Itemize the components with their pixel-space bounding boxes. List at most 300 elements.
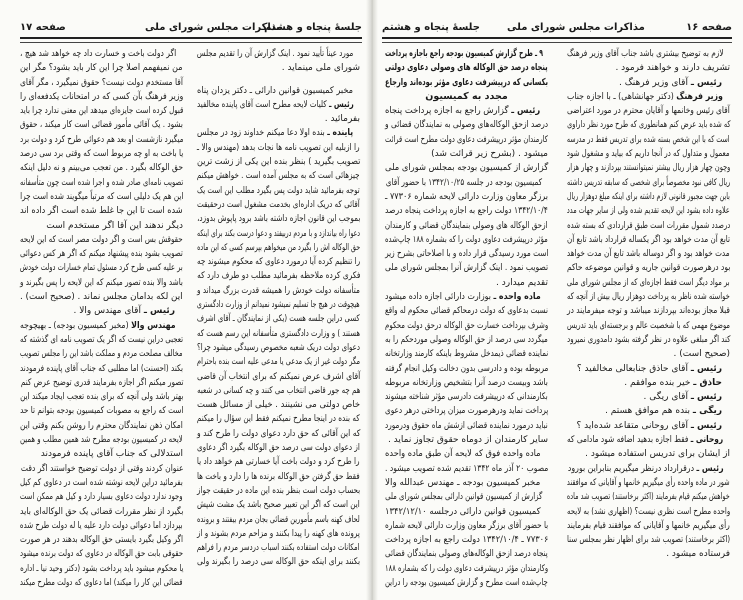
text-line: [197, 112, 360, 126]
text-line: [197, 98, 360, 112]
line-content: [567, 476, 730, 490]
text-line: [567, 404, 730, 418]
line-text: بنده اولا دعا میکنم خداوند زود در مجلس: [197, 128, 328, 139]
line-content: [385, 462, 548, 476]
text-line: [567, 390, 730, 404]
text-line: [197, 384, 360, 398]
paragraph: [567, 362, 730, 376]
line-text: مربوطه بوده و دادرسی بدون دخالت وکیل انجام گرفته: [384, 363, 548, 374]
line-text: است مورد رسیدگی قرار داده و با اصلاحاتی بشرح زیر: [384, 249, 548, 260]
line-text: را ازبلیه این تصویب نامه ها نجات بدهد (مهندس والا ـ: [197, 142, 360, 153]
line-content: [385, 76, 548, 90]
speaker-name: مهندس والا: [131, 320, 177, 331]
text-line: [567, 519, 730, 533]
line-text: کمیسیون قوانین دارائی درجلسه ۱۳۴۲/۱۲/۱۰: [384, 506, 541, 517]
paragraph: [567, 90, 730, 362]
text-line: [20, 576, 183, 590]
line-text: قبول کرده است جایزه‌ای میدهد این معنی ندارد چرا باید: [19, 106, 183, 117]
line-content: [385, 362, 548, 376]
text-line: [567, 447, 730, 461]
line-content: [567, 219, 730, 233]
text-line: [197, 298, 360, 312]
line-text: تشریف دارند و خواهند فرمود .: [615, 63, 730, 74]
text-line: [567, 419, 730, 433]
line-content: [20, 76, 183, 90]
text-line: [385, 61, 548, 75]
text-line: [197, 155, 360, 169]
line-text: لایحه در کمیسیون بودجه مطرح شد همین مطلب و همین: [20, 435, 183, 446]
line-content: [197, 527, 360, 541]
line-text: پرونده های کهنه را پیدا بکنند و مزاحم مردم بشوند و از: [197, 528, 360, 539]
text-line: [197, 269, 360, 283]
line-content: [385, 61, 548, 75]
line-text: وکارمندان مؤثر درپیشرفت دعاوی دولت را که بشماره ۱۸۸: [384, 563, 548, 574]
line-text: کسی دراین جلسه هست (یکی از نمایندگان ـ آقای اشرف: [197, 314, 360, 325]
line-content: [567, 505, 730, 519]
line-content: [20, 61, 183, 75]
line-text: تابع آن مدت خواهد بود اگر یکساله قرارداد باشد تابع آن: [567, 234, 730, 245]
paragraph: [567, 462, 730, 562]
paragraph: [567, 376, 730, 390]
line-text: ۷۷۳۰۶ ـ ۱۳۴۲/۱۰/۴ دولت راجع به اجازه پرداخت: [384, 535, 548, 546]
line-text: تصویب بگیرید ) بنظر بنده این یکی از زشت ترین: [196, 157, 360, 168]
text-line: [385, 376, 548, 390]
line-text: هستند ) و وزارت دادگستری متأسفانه این رسم هست که: [196, 328, 360, 339]
speaker-name: روحانی ـ: [691, 435, 724, 446]
text-line: [567, 490, 730, 504]
speaker-name: رئیس ـ: [690, 363, 722, 374]
line-content: [567, 261, 730, 275]
line-content: [567, 490, 730, 504]
line-text: اگر دولت باخت و خسارت داد چه خواهد شد هیچ ،: [20, 49, 177, 59]
speaker-name: رئیس ـ: [328, 99, 354, 110]
line-content: [197, 298, 360, 312]
line-content: [385, 347, 548, 361]
line-text: از ایشان برای تدریس استفاده میشود .: [585, 449, 730, 460]
line-content: [385, 547, 548, 561]
line-text: کلیات لایحه مطرح است آقای پاینده مخالفید: [196, 99, 329, 110]
text-line: [197, 541, 360, 555]
line-text: متأسفانه دولت خودش را همیشه قدرت بزرگ میداند و: [197, 285, 360, 296]
text-line: [385, 90, 548, 104]
line-content: [385, 261, 548, 275]
text-line: [197, 412, 360, 426]
paragraph: [567, 76, 730, 90]
paragraph: [385, 290, 548, 447]
line-text: با حضور آقای برزگر معاون وزارت دارائی لایحه شماره: [384, 520, 548, 531]
line-content: [197, 284, 360, 298]
text-line: [385, 362, 548, 376]
speaker-name: رئیس ـ: [696, 463, 724, 474]
line-content: [567, 204, 730, 218]
line-text: لازم به توضیح بیشتری باشد جناب آقای وزیر فرهنگ: [566, 49, 724, 59]
line-content: [197, 341, 360, 355]
text-line: [197, 470, 360, 484]
line-content: [197, 398, 360, 412]
text-line: [385, 104, 548, 118]
speaker-name: رئیس ـ: [690, 77, 722, 88]
line-text: فقط حق گرفتن حق الوکاله برنده ها را دارد و باخت ها: [197, 471, 360, 482]
paragraph: [197, 98, 360, 127]
line-text: که بنده در اینجا مطرح نمیکنم فقط این سؤال را میکنم: [197, 414, 360, 425]
line-content: [567, 247, 730, 261]
line-content: [197, 184, 360, 198]
line-content: [197, 169, 360, 183]
line-content: [567, 433, 730, 447]
line-content: [197, 370, 360, 384]
section-heading: [385, 47, 548, 104]
text-line: [567, 204, 730, 218]
line-content: [20, 147, 183, 161]
line-content: [20, 576, 183, 590]
line-text: این است که اگر این تعبیر صحیح باشد یک مشت شپش: [197, 500, 360, 511]
line-text: آقائی که دریک اداره‌ای بخدمت مشغول است درحقیقت: [197, 199, 360, 210]
line-content: [585, 447, 730, 461]
line-text: بر علیه کسی طرح کرد مسئول تمام خسارات دولت خودش: [20, 263, 183, 274]
text-line: [197, 312, 360, 326]
text-line: [197, 370, 360, 384]
text-line: [567, 376, 730, 390]
speaker-name: پاینده ـ: [327, 128, 354, 139]
line-text: آقای روحانی متقاعد شده‌اید ؟: [576, 420, 691, 431]
line-text: مخبر کمیسیون قوانین دارائی ـ دکتر یزدان پناه: [196, 85, 353, 96]
text-line: [567, 176, 730, 190]
line-text: برزگر معاون وزارت دارائی لایحه شماره ۷۷۳۰۶ ـ: [385, 191, 548, 202]
line-content: [388, 433, 548, 447]
line-text: شورای ملی مینماید .: [281, 63, 360, 74]
line-text: بموجب این قانون اجازه داشته باشد برود پاپوش بدوزد،: [196, 214, 360, 225]
line-content: [20, 562, 183, 576]
text-line: [20, 147, 183, 161]
speaker-name: ریگی ـ: [692, 406, 722, 417]
line-text: حقوقی بابت حق الوکاله در دعاوی که دولت برنده میشود: [19, 549, 183, 560]
line-text: قضائی این کار را میکند) اما دعاوی که دولت مطرح میکند: [20, 577, 183, 588]
line-text: شده است تا این جا غلط شده است اگر داده اند: [20, 206, 183, 217]
line-text: آقای حاذق جنابعالی مخالفید ؟: [576, 363, 691, 374]
line-text: نسبت بدعاوی که دولت درمحاکم قضائی محکوم له واقع: [385, 306, 548, 317]
line-text: مصوب ۲۰ آذر ماه ۱۳۴۲ تقدیم شده تصویب میشود .: [384, 463, 548, 474]
text-line: [567, 533, 730, 547]
line-content: [197, 355, 360, 369]
text-line: [385, 576, 548, 590]
line-content: [20, 133, 183, 147]
text-line: [385, 390, 548, 404]
line-text: گزارش از کمیسیون بودجه بمجلس شورای ملی: [384, 163, 548, 174]
text-line: [197, 327, 360, 341]
line-content: [197, 98, 360, 112]
line-content: [385, 247, 548, 261]
line-content: [385, 304, 548, 318]
line-content: [197, 384, 360, 398]
line-content: [567, 161, 730, 175]
line-text: میگیرد نازشست او بعد هم دعوائی طرح کرد و دولت برد: [19, 134, 183, 145]
line-text: بکند (احسنت) اما مطلبی که جناب آقای پاینده فرمودند: [19, 363, 183, 374]
line-text: حق الوکاله اش را بگیرد من میخواهم بپرسم کسی که این ماده: [196, 242, 360, 253]
line-content: [577, 419, 730, 433]
line-text: باشد وبیست درصد آنرا بتشخیص وزارتخانه مربوطه: [385, 377, 548, 388]
line-text: تعجبی دراین نیست که اگر یک تصویب نامه ای گذشته که: [19, 334, 183, 345]
left-page-header: [20, 22, 362, 38]
line-text: آقای رئیس وخانمها و آقایان محترم در مورد اعتراضی: [567, 106, 730, 117]
line-text: وچون چهار هزار ریال بیشتر نمیتوانستند بپردازند و چهار هزار: [566, 163, 730, 174]
page-number: صفحه ۱۶: [686, 22, 732, 33]
line-text: امکانات دولت استفاده بکنند اسباب دردسر مردم را فراهم: [197, 543, 360, 554]
line-text: این هم یک دلیلی است که مرتباً میگویند شده است چرا: [19, 191, 183, 202]
line-content: [567, 276, 730, 290]
line-content: [197, 513, 360, 527]
line-text: هیچوقت در هیچ جا تسلیم نمیشود نمیدانم از وزارت دادگستری: [197, 300, 360, 311]
line-text: مورد عیناً تأیید نمود . اینک گزارش آن را تقدیم مجلس: [197, 49, 354, 59]
line-text: که شده باید عرض کنم همانطوری که طرح مورد نظر داراوی: [566, 120, 730, 131]
line-text: بحساب دولت است بنظر بنده این ماده در حقیقت جواز: [196, 485, 360, 496]
text-line: [197, 212, 360, 226]
line-text: میشود . (بشرح زیر قرائت شد): [431, 149, 548, 160]
line-content: [567, 304, 730, 318]
text-line: [197, 427, 360, 441]
line-content: [567, 104, 730, 118]
text-line: [567, 90, 730, 104]
text-line: [567, 505, 730, 519]
right-header-rule: [382, 37, 732, 43]
text-line: [385, 447, 548, 461]
line-content: [567, 147, 730, 161]
text-line: [385, 419, 548, 433]
paragraph: [567, 419, 730, 433]
line-content: [619, 76, 730, 90]
line-content: [385, 390, 548, 404]
paragraph: [567, 433, 730, 462]
line-text: بود درهرصورت قوانین جاریه و قوانین موضوعه حاکم: [566, 263, 730, 274]
line-content: [385, 404, 548, 418]
line-text: ماده واحده فوق که لایحه آن طبق ماده واحده: [385, 449, 541, 460]
text-line: [20, 76, 183, 90]
line-content: [197, 269, 360, 283]
text-line: [567, 290, 730, 304]
speaker-name: رئیس ـ: [690, 420, 722, 431]
line-text: میگردد سی درصد از حق الوکاله وصولی موردحکم را به: [385, 334, 548, 345]
text-line: [567, 247, 730, 261]
line-text: سایر کارمندان از دوماه حقوق تجاوز نماید .: [387, 435, 548, 446]
text-line: [385, 547, 548, 561]
line-content: [197, 255, 360, 269]
line-text: واحده مطرح است نظری نیست؟ (اظهاری نشد) به لایحه: [566, 506, 730, 517]
line-content: [20, 118, 183, 132]
text-line: [567, 147, 730, 161]
line-content: [674, 347, 730, 361]
line-text: بفرمائید دراین لایحه نوشته شده است در دعاوی کم کیل: [20, 477, 183, 488]
right-page-outer-column: [567, 47, 730, 562]
line-text: بکنند برای اینکه حق الوکاله سی درصد را بگیرند ولی: [196, 557, 360, 568]
text-line: [567, 104, 730, 118]
line-text: رأی میگیریم خانمها و آقایانی که موافقند قیام بفرمایند: [567, 520, 730, 531]
line-text: آقای ریگی .: [643, 392, 691, 403]
line-text: باشد والا بنده تصور میکنم که این لایحه را پس بگیرند و: [20, 277, 183, 288]
line-text: درصد ازحق الوکاله‌های وصولی به نمایندگان قضائی و: [384, 120, 548, 131]
line-text: خیر بنده موافقم .: [624, 377, 694, 388]
text-line: [567, 118, 730, 132]
line-content: [385, 519, 548, 533]
line-text: کند اگر مبلغی علاوه در نظر گرفته بشود دامدوری نمیرود: [566, 334, 730, 345]
line-text: هم چه جور قاضی انتخاب می کنند و چه کسانی در شعبه: [196, 385, 360, 396]
text-line: [567, 433, 730, 447]
line-text: دعوای دولت دریک شعبه مخصوص رسیدگی میشود چرا؟: [197, 342, 360, 353]
text-line: [385, 562, 548, 576]
line-text: مگر دولت غیر از یک مدعی یا مدعی علیه است بنده باحترام: [196, 357, 360, 368]
line-text: خواهش میکنم قیام بفرمایند (اکثر برخاستند) تصویب شد ماده: [567, 492, 730, 503]
text-line: [567, 319, 730, 333]
line-content: [197, 212, 360, 226]
line-text: قبلا مجاز بوده‌اند بپردازند میباشد و توجه میفرمایند در: [567, 306, 730, 317]
line-text: کمیسیون بودجه در جلسه ۱۳۴۲/۱۰/۲۵ با حضور آقای: [385, 177, 542, 188]
line-content: [197, 470, 360, 484]
text-line: [567, 76, 730, 90]
line-text: مخبر کمیسیون بودجه ـ مهندس عبدالله والا: [384, 477, 541, 488]
speaker-name: ماده واحده ـ: [493, 292, 541, 303]
line-text: چیزهائی است که به مجلس آمده است . خواهش میکنم: [197, 171, 360, 182]
text-line: [197, 398, 360, 412]
text-line: [385, 433, 548, 447]
line-content: [567, 333, 730, 347]
line-text: پرداخت نماید ودرهرصورت میزان پرداختی درهر دعوی: [384, 406, 548, 417]
line-text: درقرارداد درنظر میگیریم بنابراین بورود: [567, 463, 697, 474]
line-text: استدلالی که جناب آقای پاینده فرمودند: [40, 449, 183, 460]
text-line: [20, 562, 183, 576]
text-line: [567, 547, 730, 561]
text-line: [567, 304, 730, 318]
speaker-name: رئیس ـ: [690, 392, 722, 403]
line-text: را طرح کرد و دولت باخت آیا خسارتی هم خواهد داد یا: [197, 457, 360, 468]
line-text: خواسته شده ناظر به پرداخت دوهزار ریال بیش از آنچه که: [567, 292, 730, 303]
line-text: بفرمائید .: [324, 114, 360, 125]
line-content: [567, 118, 730, 132]
line-content: [567, 533, 730, 547]
line-content: [197, 198, 360, 212]
speaker-name: وزیر فرهنگ: [676, 91, 724, 102]
line-content: [425, 90, 507, 104]
text-line: [567, 476, 730, 490]
line-text: یا محکوم میشود باید پرداخت بشود (دکتر وحید نیا ـ اداره: [19, 563, 183, 574]
line-text: فرستاده میشود .: [666, 549, 730, 560]
text-line: [197, 513, 360, 527]
left-header-rule: [20, 37, 362, 43]
line-text: پنجاه درصد ازحق الوکاله‌های وصولی بنمایندگان قضائی: [385, 549, 548, 560]
line-text: از دعوای دولت سی درصد حق الوکاله بگیرد اگر دعاوی: [197, 443, 360, 454]
line-text: (صحیح است) .: [673, 349, 730, 360]
line-text: وزیر فرهنگ بآن کسی که در امتحانات یکدفعه‌ای را: [19, 91, 183, 102]
line-text: بگیرد از نظر مقررات قضائی یک حق الوکاله‌ای باید: [19, 506, 183, 517]
line-text: حق الوکاله بگیرد . من تعجب می‌بینم و نه دلیل اینکه: [19, 163, 183, 174]
running-title: مذاکرات مجلس شورای ملی: [145, 22, 283, 33]
line-text: پنجاه درصد حق الوکاله های وصولی دعاوی دولتی: [385, 62, 548, 74]
line-text: علاوه داده بشود این لایحه تقدیم شده ولی از سایر جهات مدد: [567, 206, 730, 217]
line-text: گزارش راجع به اجازه پرداخت پنجاه: [385, 106, 512, 117]
line-text: است که راجع به مصوبات کمیسیون بودجه بتوانم تا حد: [19, 406, 183, 417]
line-text: را تنظیم کرده آیا درمورد دعاوی که محکوم میشوند چه: [196, 257, 360, 268]
line-text: درصدد شمول مقررات است طبق قراردادی که بسته شده: [566, 220, 730, 231]
line-text: بر مواد دیگر است فقط اجازه‌ای که از مجلس شورای ملی: [567, 277, 730, 288]
paragraph: [567, 47, 730, 76]
line-text: کارمندان مؤثر درپیشرفت دعاوی دولت مطرح است قرائت: [385, 134, 548, 145]
paragraph: [567, 390, 730, 404]
right-page-header: [382, 22, 732, 38]
line-text: آقای مهندس والا .: [73, 306, 144, 317]
text-line: [385, 404, 548, 418]
line-content: [567, 190, 730, 204]
line-text: مخالف مصلحت مردم و مملکت باشد این را مجلس تصویب: [20, 349, 183, 360]
line-content: [567, 290, 730, 304]
line-text: تصویب نامه‌ای صادر شده و اجرا شده است چون متأسفانه: [19, 177, 183, 188]
line-text: بوزارت دارائی اجازه داده میشود: [385, 292, 494, 303]
line-content: [197, 427, 360, 441]
line-text: باین جهت مجبور قانونی لازم داشته برای اینکه مبلغ دوهزار ریال: [567, 191, 730, 202]
line-text: دیگر ندهند این آقا اگر مستخدم است: [46, 220, 183, 231]
line-content: [385, 376, 548, 390]
text-line: [567, 261, 730, 275]
line-text: آقای اشرف عرض نمیکنم که برای انتخاب آن قاضی: [196, 371, 360, 382]
page-number: صفحه ۱۷: [20, 22, 66, 33]
line-content: [567, 462, 730, 476]
running-title: مذاکرات مجلس شورای ملی: [507, 22, 645, 33]
line-text: تصور میکنم اگر اجازه بفرمایند قدری توضیح عرض کنم: [20, 377, 183, 388]
line-text: ازحق الوکاله های وصولی بنمایندگان قضائی و کارمندان: [385, 220, 548, 231]
text-line: [20, 133, 183, 147]
line-text: مجدد به کمیسیون: [425, 90, 508, 102]
line-content: [643, 390, 730, 404]
text-line: [567, 219, 730, 233]
text-line: [385, 247, 548, 261]
text-line: [567, 190, 730, 204]
line-text: ۱۳۴۲/۱۰/۴ دولت راجع به اجازه پرداخت پنجاه درصد: [385, 206, 548, 217]
text-line: [197, 441, 360, 455]
text-line: [197, 455, 360, 469]
line-content: [605, 404, 730, 418]
text-line: [385, 462, 548, 476]
line-text: فکری کرده ملاحظه بفرمائید مطلب دو طرف دارد که: [196, 271, 360, 282]
line-text: (مخبر کمیسیون بودجه) ـ بهیچوجه: [20, 320, 132, 331]
line-content: [197, 412, 360, 426]
line-content: [567, 233, 730, 247]
line-text: فقط اجازه بدهید اضافه شود مادامی که: [567, 435, 692, 446]
line-content: [197, 455, 360, 469]
text-line: [385, 76, 548, 90]
text-line: [20, 118, 183, 132]
line-text: است که با این شخص بسته شده برای تدریس فقط در مدرسه: [567, 134, 730, 145]
line-text: وجود ندارد دولت دعاوی بسیار دارد و کیل هم ممکن است: [20, 492, 183, 503]
line-content: [197, 541, 360, 555]
line-content: [385, 104, 548, 118]
line-content: [197, 327, 360, 341]
paragraph: [567, 404, 730, 418]
text-line: [567, 333, 730, 347]
line-content: [567, 176, 730, 190]
line-text: نباید درمورد نماینده قضائی ازشش ماه حقوق ودرمورد: [385, 420, 548, 431]
line-content: [385, 419, 548, 433]
line-text: تصویب بشود بنده پیشنهاد میکنم که اگر هر کس دعوائی: [20, 249, 183, 260]
line-text: بکسانی که درپیشرفت دعاوی مؤثر بوده‌اند وارجاع: [385, 76, 548, 88]
text-line: [567, 276, 730, 290]
line-content: [385, 562, 548, 576]
line-text: بنده هم موافق هستم .: [605, 406, 693, 417]
speaker-name: حاذق ـ: [693, 377, 722, 388]
line-text: مؤثر درپیشرفت دعاوی دولت را که بشماره ۱۸۸ چاپ‌شده: [385, 234, 548, 245]
line-text: بشود . یک آقائی مأمور قضائی است کار میکند ، حقوق: [20, 120, 183, 131]
text-line: [197, 284, 360, 298]
text-line: [197, 527, 360, 541]
text-line: [385, 347, 548, 361]
line-content: [624, 376, 730, 390]
line-text: گزارش از کمیسیون قوانین دارائی بمجلس شورای ملی: [384, 492, 542, 503]
line-text: مدت خواهد بود و اگر دوساله باشد تابع آن مدت خواهد: [567, 249, 730, 260]
